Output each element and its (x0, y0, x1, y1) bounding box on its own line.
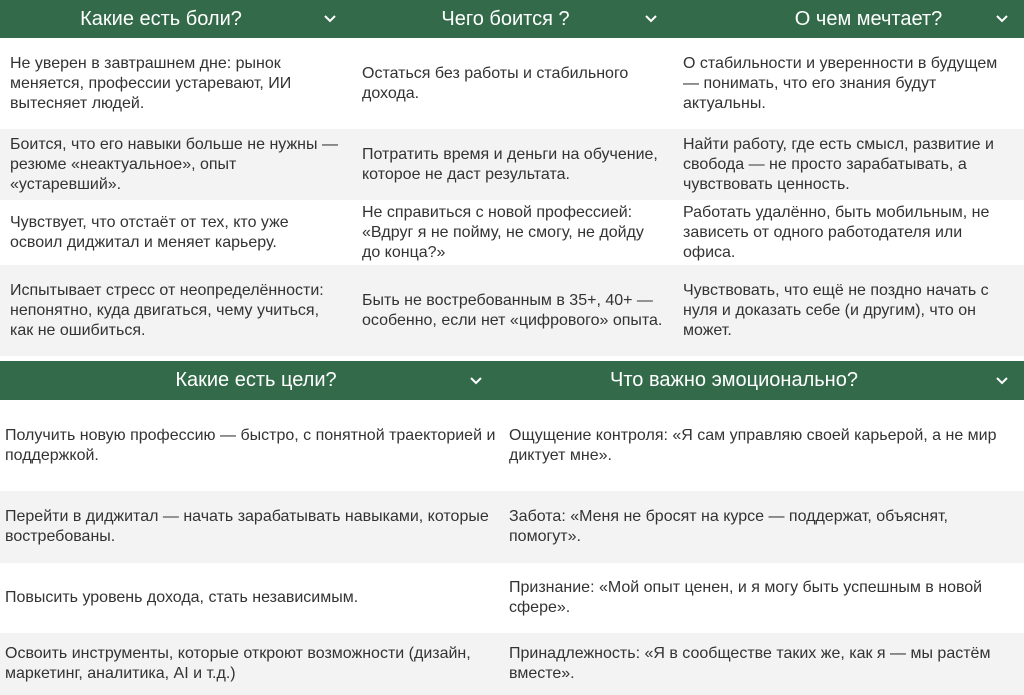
chevron-down-icon[interactable] (994, 376, 1010, 386)
table-cell: Перейти в диджитал — начать зарабатывать навыками, которые востребованы. (5, 508, 489, 545)
table-cell: Освоить инструменты, которые откроют возможности (дизайн, маркетинг, аналитика, AI и т.д.) (5, 645, 471, 682)
table-cell: Работать удалённо, быть мобильным, не зависеть от одного работодателя или офиса. (683, 203, 990, 261)
table-row (0, 200, 1024, 265)
chevron-down-icon[interactable] (468, 376, 484, 386)
table-cell: О стабильности и уверенности в будущем — понимать, что его знания будут актуальны. (683, 54, 998, 112)
table-row (0, 400, 1024, 491)
column-header-label: О чем мечтает? (794, 7, 943, 30)
column-header-dreams[interactable] (673, 0, 1024, 38)
column-header-label: Что важно эмоционально? (610, 369, 858, 391)
column-header-label: Какие есть цели? (175, 369, 337, 391)
column-header-pains[interactable] (0, 0, 352, 38)
table-row (0, 491, 1024, 563)
table-cell: Найти работу, где есть смысл, развитие и свобода — не просто зарабатывать, а чувствовать ценность. (683, 135, 994, 193)
column-header-emotions[interactable] (504, 361, 1024, 400)
chevron-down-icon[interactable] (643, 14, 659, 24)
table-pains-fears-dreams (0, 0, 1024, 339)
table-row (0, 38, 1024, 129)
table-cell: Испытывает стресс от неопределённости: непонятно, куда двигаться, чему учиться, как не ошибиться. (10, 281, 324, 339)
column-header-goals[interactable] (0, 361, 504, 400)
column-header-label: Чего боится ? (441, 7, 570, 30)
table-cell: Принадлежность: «Я в сообществе таких же, как я — мы растём вместе». (509, 645, 991, 682)
table-row (0, 633, 1024, 695)
table-cell: Не справиться с новой профессией: «Вдруг я не пойму, не смогу, не дойду до конца?» (362, 203, 644, 261)
table-cell: Остаться без работы и стабильного дохода. (362, 64, 629, 102)
table-header (0, 0, 1024, 38)
table-cell: Забота: «Меня не бросят на курсе — поддержат, объяснят, помогут». (509, 508, 948, 545)
table-cell: Чувствует, что отстаёт от тех, кто уже освоил диджитал и меняет карьеру. (10, 213, 289, 251)
table-cell: Боится, что его навыки больше не нужны — резюме «неактуальное», опыт «устаревший». (10, 135, 338, 193)
chevron-down-icon[interactable] (994, 14, 1010, 24)
table-row (0, 563, 1024, 633)
table-cell: Быть не востребованным в 35+, 40+ — особенно, если нет «цифрового» опыта. (362, 291, 663, 329)
table-cell: Повысить уровень дохода, стать независимым. (5, 589, 359, 606)
chevron-down-icon[interactable] (322, 14, 338, 24)
table-cell: Чувствовать, что ещё не поздно начать с нуля и доказать себе (и другим), что он может. (683, 281, 989, 339)
table-cell: Ощущение контроля: «Я сам управляю своей карьерой, а не мир диктует мне». (509, 426, 997, 464)
table-cell: Потратить время и деньги на обучение, которое не даст результата. (362, 145, 658, 183)
table-cell: Не уверен в завтрашнем дне: рынок меняется, профессии устаревают, ИИ вытесняет людей. (10, 54, 292, 112)
table-header (0, 361, 1024, 400)
table-row (0, 129, 1024, 200)
table-goals-emotions (0, 361, 1024, 682)
table-row (0, 265, 1024, 356)
table-cell: Получить новую профессию — быстро, с понятной траекторией и поддержкой. (5, 426, 496, 464)
column-header-label: Какие есть боли? (80, 7, 242, 30)
table-cell: Признание: «Мой опыт ценен, и я могу быть успешным в новой сфере». (509, 579, 983, 616)
column-header-fears[interactable] (352, 0, 673, 38)
